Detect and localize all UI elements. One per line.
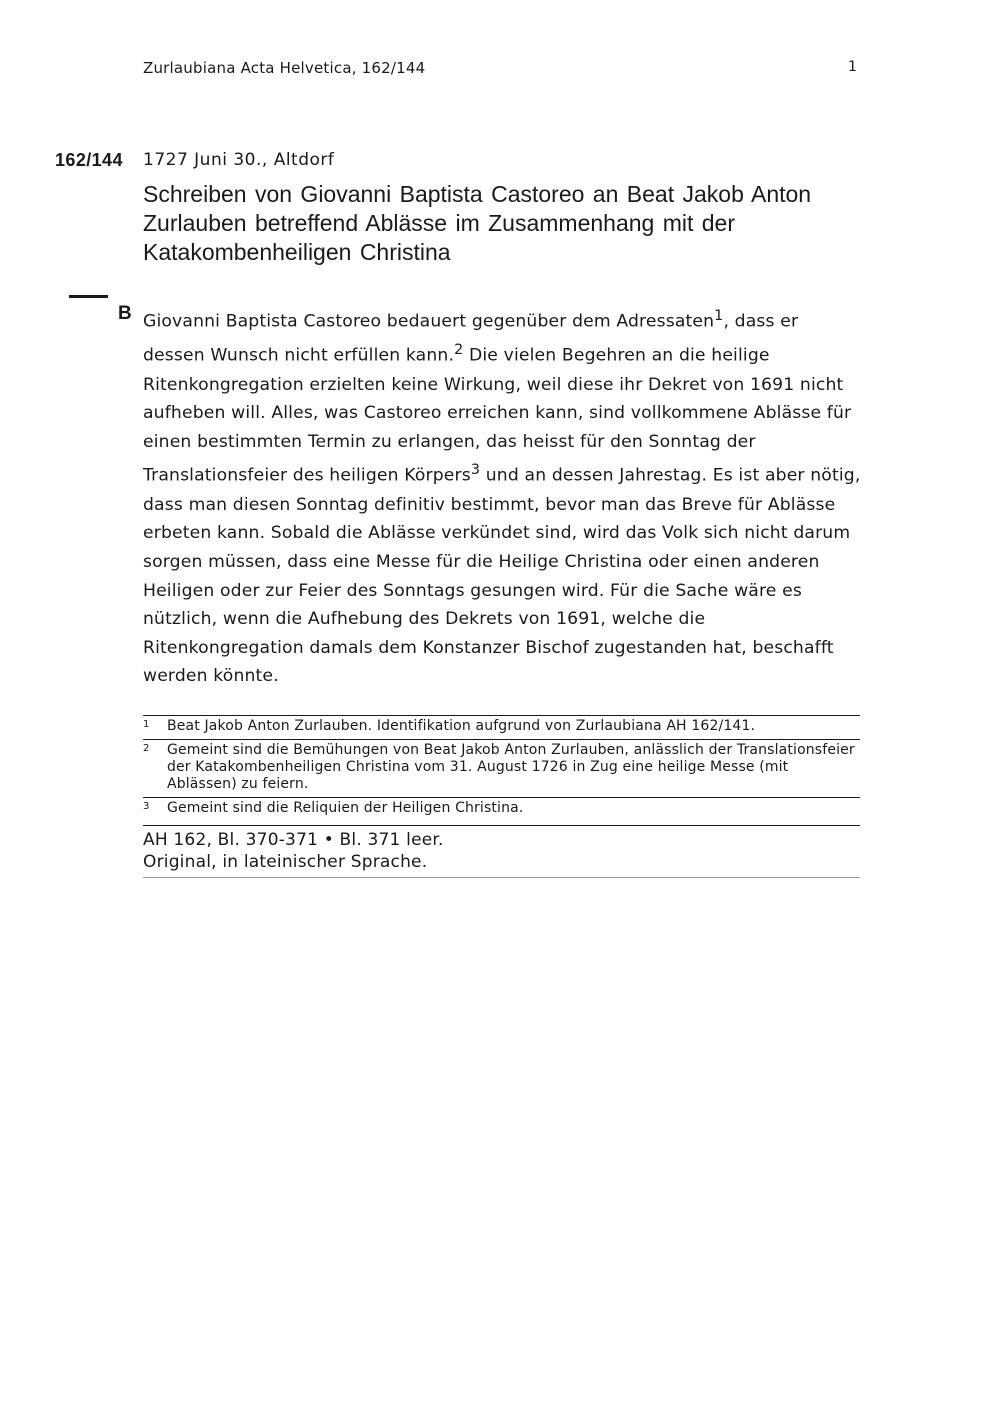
footnote — [143, 715, 860, 739]
footnote — [143, 797, 860, 821]
footnote-text: Gemeint sind die Reliquien der Heiligen Christina. — [167, 800, 524, 816]
source-block — [143, 825, 860, 878]
section-rule — [69, 295, 108, 298]
footnote-number: 2 — [143, 743, 150, 754]
footnote-ref-3: 3 — [470, 462, 481, 479]
page-number: 1 — [848, 59, 857, 75]
source-description: Original, in lateinischer Sprache. — [143, 852, 428, 872]
footnote-ref-1: 1 — [714, 308, 724, 324]
footnote — [143, 739, 860, 797]
document-date-place: 1727 Juni 30., Altdorf — [143, 150, 335, 170]
section-marker: B — [118, 303, 132, 324]
body-text-part-1: Giovanni Baptista Castoreo bedauert gegenüber dem Adressaten — [143, 311, 715, 332]
document-number: 162/144 — [55, 150, 123, 170]
summary-paragraph — [143, 302, 865, 691]
footnote-number: 3 — [143, 801, 150, 812]
footnote-text: Gemeint sind die Bemühungen von Beat Jakob Anton Zurlauben, anlässlich der Translationsfeier der Katakombenheiligen Christina vom 31. August 1726 in Zug eine heilige Messe (mit Ablässen) zu feiern. — [167, 742, 855, 792]
source-reference: AH 162, Bl. 370-371 • Bl. 371 leer. — [143, 830, 444, 850]
document-title: Schreiben von Giovanni Baptista Castoreo an Beat Jakob Anton Zurlauben betreffend Ablässe im Zusammenhang mit der Katakombenheiligen Christina — [143, 181, 812, 265]
footnotes-section — [143, 715, 860, 878]
body-text-part-2: , dass er dessen Wunsch nicht erfüllen kann. — [143, 311, 799, 367]
body-text-part-3: Die vielen Begehren an die heilige Ritenkongregation erzielten keine Wirkung, weil diese ihr Dekret von 1691 nicht aufheben will. Alles, was Castoreo erreichen kann, sind vollkommene Ablässe für einen bestimmten Termin zu erlangen, das heisst für den Sonntag der Translationsfeier des heiligen Körpers — [143, 346, 852, 487]
footnote-ref-2: 2 — [454, 342, 464, 359]
body-text-part-4: und an dessen Jahrestag. Es ist aber nötig, dass man diesen Sonntag definitiv bestimmt, bevor man das Breve für Ablässe erbeten kann. Sobald die Ablässe verkündet sind, wird das Volk sich nicht darum sorgen müssen, dass eine Messe für die Heilige Christina oder einen anderen Heiligen oder zur Feier des Sonntags gesungen wird. Für die Sache wäre es nützlich, wenn die Aufhebung des Dekrets von 1691, welche die Ritenkongregation damals dem Konstanzer Bischof zugestanden hat, beschafft werden könnte. — [143, 466, 861, 687]
footnote-number: 1 — [143, 719, 150, 730]
footnote-text: Beat Jakob Anton Zurlauben. Identifikation aufgrund von Zurlaubiana AH 162/141. — [167, 718, 756, 734]
running-title: Zurlaubiana Acta Helvetica, 162/144 — [143, 59, 426, 77]
